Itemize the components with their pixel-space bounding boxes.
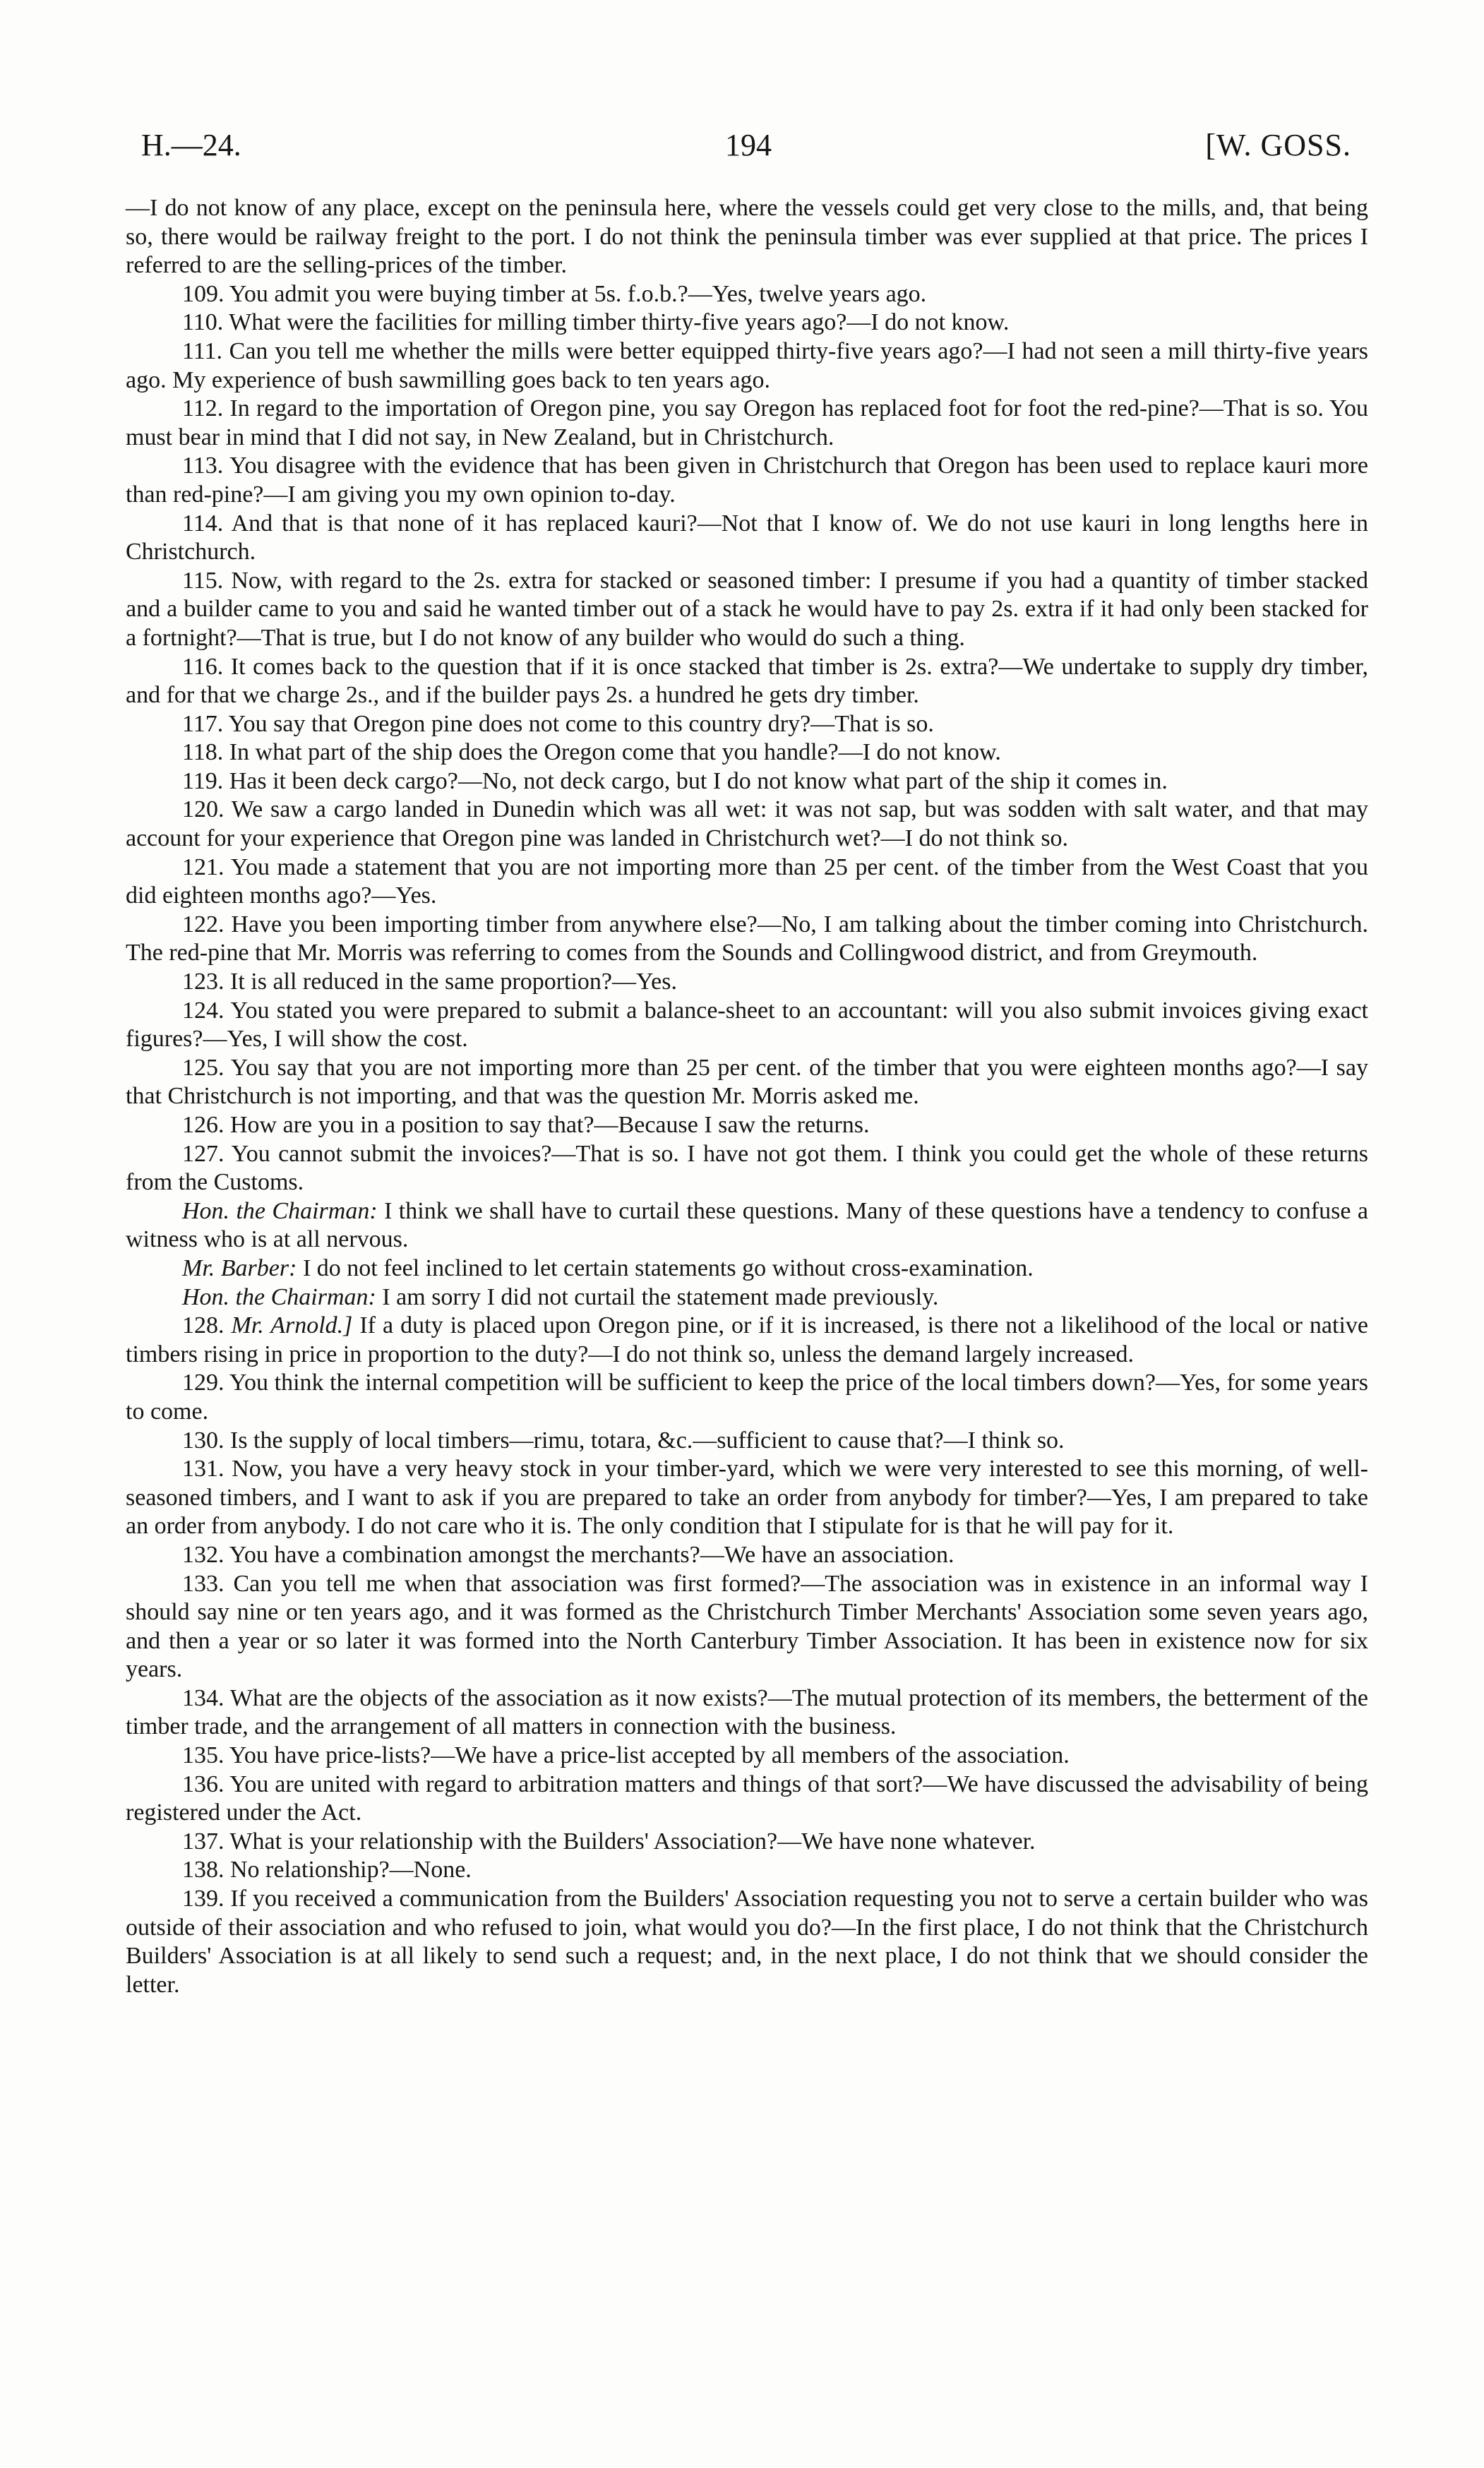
- paragraph: 121. You made a statement that you are not importing more than 25 per cent. of the timber from the West Coast that you did eighteen months ago?—Yes.: [126, 853, 1368, 909]
- paragraph: 117. You say that Oregon pine does not come to this country dry?—That is so.: [182, 710, 934, 737]
- speaker-name: Hon. the Chairman:: [182, 1283, 376, 1310]
- paragraph: 129. You think the internal competition will be sufficient to keep the price of the local timbers down?—Yes, for some years to come.: [126, 1370, 1368, 1425]
- paragraph: 119. Has it been deck cargo?—No, not deck cargo, but I do not know what part of the ship it comes in.: [182, 767, 1168, 794]
- paragraph: 133. Can you tell me when that association was first formed?—The association was in existence in an informal way I should say nine or ten years ago, and it was formed as the Christchurch Timber Merchants' Association some seven years ago, and then a year or so later it was formed into the North Canterbury Timber Association. It has been in existence now for six years.: [126, 1570, 1368, 1683]
- speaker-paragraph: [126, 1197, 1368, 1254]
- page-header: [0, 127, 1484, 176]
- paragraph: 131. Now, you have a very heavy stock in your timber-yard, which we were very interested to see this morning, of well-seasoned timbers, and I want to ask if you are prepared to take an order from anybody for timber?—Yes, I am prepared to take an order from anybody. I do not care who it is. The only condition that I stipulate for is that he will pay for it.: [126, 1456, 1368, 1540]
- paragraph: 134. What are the objects of the association as it now exists?—The mutual protection of its members, the betterment of the timber trade, and the arrangement of all matters in connection with the business.: [126, 1684, 1368, 1740]
- paragraph: 115. Now, with regard to the 2s. extra for stacked or seasoned timber: I presume if you had a quantity of timber stacked and a builder came to you and said he wanted timber out of a stack he would have to pay 2s. extra if it had only been stacked for a fortnight?—That is true, but I do not know of any builder who would do such a thing.: [126, 567, 1368, 651]
- paragraph: 109. You admit you were buying timber at 5s. f.o.b.?—Yes, twelve years ago.: [182, 280, 927, 307]
- question-number: 128.: [182, 1312, 225, 1339]
- document-reference: H.—24.: [141, 128, 241, 162]
- paragraph: 110. What were the facilities for milling timber thirty-five years ago?—I do not know.: [182, 309, 1010, 336]
- paragraph: 116. It comes back to the question that if it is once stacked that timber is 2s. extra?—We undertake to supply dry timber, and for that we charge 2s., and if the builder pays 2s. a hundred he gets dry timber.: [126, 653, 1368, 709]
- paragraph: 112. In regard to the importation of Oregon pine, you say Oregon has replaced foot for foot the red-pine?—That is so. You must bear in mind that I did not say, in New Zealand, but in Christchurch.: [126, 395, 1368, 450]
- paragraph: 126. How are you in a position to say that?—Because I saw the returns.: [182, 1112, 870, 1138]
- paragraph: 135. You have price-lists?—We have a price-list accepted by all members of the association.: [182, 1742, 1070, 1769]
- paragraph: 127. You cannot submit the invoices?—That is so. I have not got them. I think you could get the whole of these returns from the Customs.: [126, 1140, 1368, 1196]
- paragraph: 122. Have you been importing timber from anywhere else?—No, I am talking about the timber coming into Christchurch. The red-pine that Mr. Morris was referring to comes from the Sounds and Collingwood district, and from Greymouth.: [126, 911, 1368, 966]
- paragraph: [126, 1312, 1368, 1369]
- paragraph: 125. You say that you are not importing more than 25 per cent. of the timber that you were eighteen months ago?—I say that Christchurch is not importing, and that was the question Mr. Morris asked me.: [126, 1054, 1368, 1110]
- page-number: 194: [725, 128, 772, 162]
- paragraph: 139. If you received a communication from the Builders' Association requesting you not to serve a certain builder who was outside of their association and who refused to join, what would you do?—In the first place, I do not think that the Christchurch Builders' Association is at all likely to send such a request; and, in the next place, I do not think that we should consider the letter.: [126, 1886, 1368, 1998]
- speaker-text: I think we shall have to curtail these questions. Many of these questions have a tendency to confuse a witness who is at all nervous.: [126, 1197, 1369, 1253]
- paragraph: —I do not know of any place, except on the peninsula here, where the vessels could get very close to the mills, and, that being so, there would be railway freight to the port. I do not think the peninsula timber was ever supplied at that price. The prices I referred to are the selling-prices of the timber.: [126, 195, 1368, 279]
- speaker-paragraph: [126, 1254, 1368, 1283]
- speaker-name: Hon. the Chairman:: [182, 1197, 378, 1224]
- paragraph: 130. Is the supply of local timbers—rimu, totara, &c.—sufficient to cause that?—I think so.: [182, 1427, 1065, 1454]
- paragraph: 138. No relationship?—None.: [182, 1857, 472, 1883]
- speaker-text: If a duty is placed upon Oregon pine, or if it is increased, is there not a likelihood of the local or native timbers rising in price in proportion to the duty?—I do not think so, unless the demand largely increased.: [126, 1312, 1369, 1367]
- paragraph: 120. We saw a cargo landed in Dunedin which was all wet: it was not sap, but was sodden with salt water, and that may account for your experience that Oregon pine was landed in Christchurch wet?—I do not think so.: [126, 796, 1368, 852]
- paragraph: 113. You disagree with the evidence that has been given in Christchurch that Oregon has been used to replace kauri more than red-pine?—I am giving you my own opinion to-day.: [126, 453, 1368, 508]
- speaker-name: Mr. Barber:: [182, 1254, 297, 1281]
- paragraph: 137. What is your relationship with the Builders' Association?—We have none whatever.: [182, 1828, 1036, 1855]
- witness-name: [W. GOSS.: [1205, 128, 1351, 162]
- speaker-text: I do not feel inclined to let certain statements go without cross-examination.: [302, 1254, 1034, 1281]
- paragraph: 114. And that is that none of it has replaced kauri?—Not that I know of. We do not use kauri in long lengths here in Christchurch.: [126, 510, 1368, 565]
- paragraph: 132. You have a combination amongst the merchants?—We have an association.: [182, 1541, 955, 1568]
- paragraph: 124. You stated you were prepared to submit a balance-sheet to an accountant: will you also submit invoices giving exact figures?—Yes, I will show the cost.: [126, 997, 1368, 1053]
- paragraph: 136. You are united with regard to arbitration matters and things of that sort?—We have discussed the advisability of being registered under the Act.: [126, 1771, 1368, 1826]
- paragraph: 123. It is all reduced in the same proportion?—Yes.: [182, 969, 677, 995]
- speaker-paragraph: [126, 1283, 1368, 1312]
- speaker-name: Mr. Arnold.]: [231, 1312, 353, 1339]
- body-text: [126, 194, 1368, 1999]
- paragraph: 118. In what part of the ship does the Oregon come that you handle?—I do not know.: [182, 739, 1001, 766]
- paragraph: 111. Can you tell me whether the mills were better equipped thirty-five years ago?—I had not seen a mill thirty-five years ago. My experience of bush sawmilling goes back to ten years ago.: [126, 337, 1368, 393]
- speaker-text: I am sorry I did not curtail the statement made previously.: [382, 1283, 939, 1310]
